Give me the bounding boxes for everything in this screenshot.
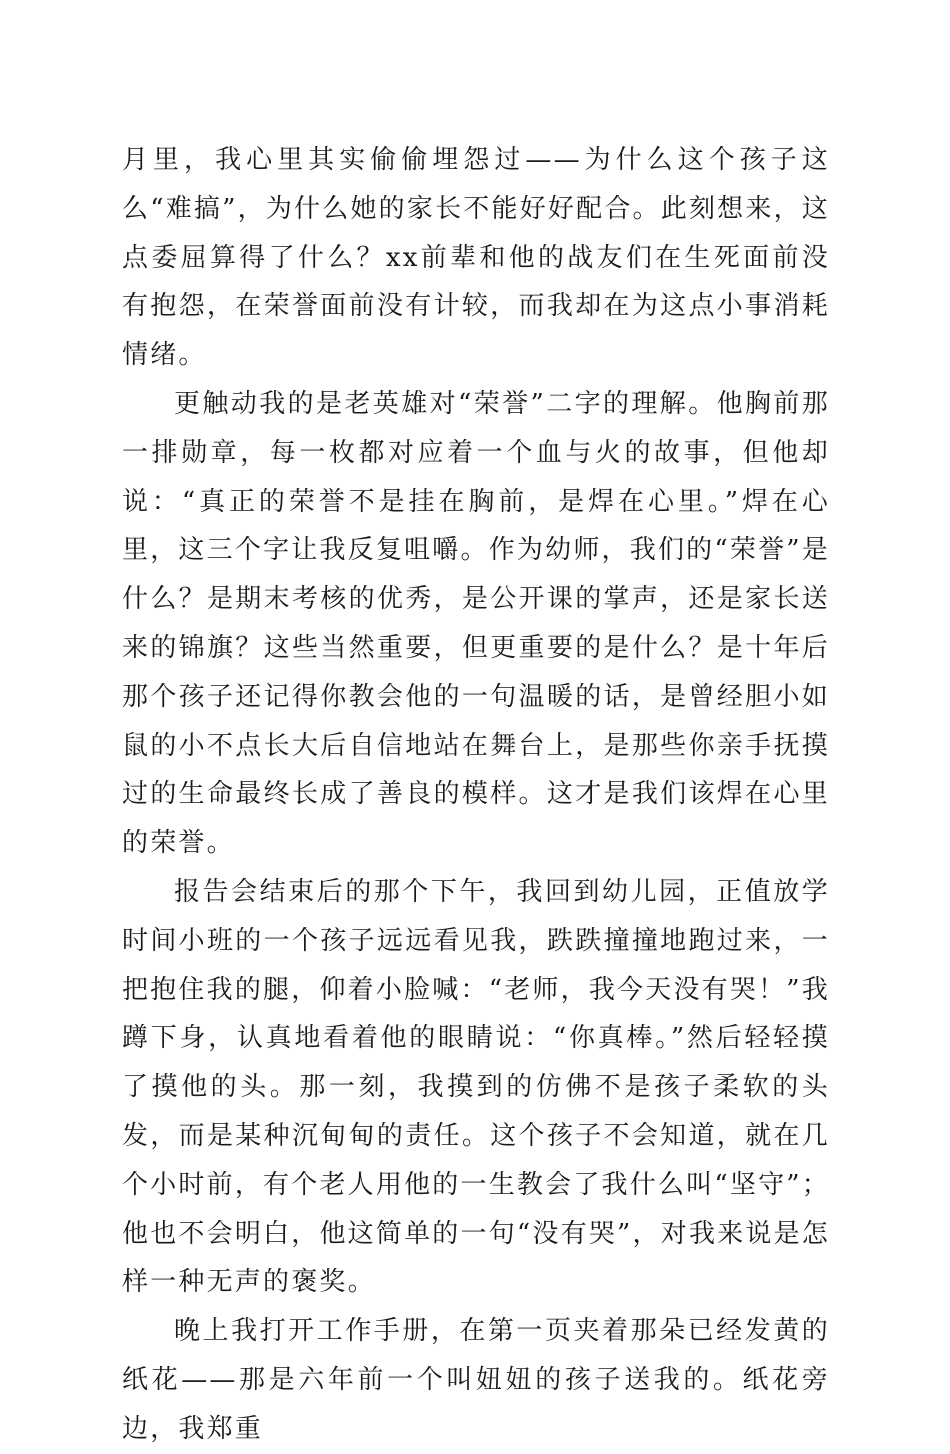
document-body (122, 136, 830, 1454)
paragraph-3: 报告会结束后的那个下午，我回到幼儿园，正值放学时间小班的一个孩子远远看见我，跌跌撞撞地跑过来，一把抱住我的腿，仰着小脸喊：“老师，我今天没有哭！”我蹲下身，认真地看着他的眼睛说：“你真棒。”然后轻轻摸了摸他的头。那一刻，我摸到的仿佛不是孩子柔软的头发，而是某种沉甸甸的责任。这个孩子不会知道，就在几个小时前，有个老人用他的一生教会了我什么叫“坚守”；他也不会明白，他这简单的一句“没有哭”，对我来说是怎样一种无声的褒奖。 (122, 876, 830, 1298)
paragraph-4: 晚上我打开工作手册，在第一页夹着那朵已经发黄的纸花——那是六年前一个叫妞妞的孩子送我的。纸花旁边，我郑重 (122, 1316, 830, 1444)
paragraph-2: 更触动我的是老英雄对“荣誉”二字的理解。他胸前那一排勋章，每一枚都对应着一个血与火的故事，但他却说：“真正的荣誉不是挂在胸前，是焊在心里。”焊在心里，这三个字让我反复咀嚼。作为幼师，我们的“荣誉”是什么？是期末考核的优秀，是公开课的掌声，还是家长送来的锦旗？这些当然重要，但更重要的是什么？是十年后那个孩子还记得你教会他的一句温暖的话，是曾经胆小如鼠的小不点长大后自信地站在舞台上，是那些你亲手抚摸过的生命最终长成了善良的模样。这才是我们该焊在心里的荣誉。 (122, 388, 830, 859)
paragraph-1: 月里，我心里其实偷偷埋怨过——为什么这个孩子这么“难搞”，为什么她的家长不能好好配合。此刻想来，这点委屈算得了什么？xx前辈和他的战友们在生死面前没有抱怨，在荣誉面前没有计较，而我却在为这点小事消耗情绪。 (122, 145, 830, 371)
